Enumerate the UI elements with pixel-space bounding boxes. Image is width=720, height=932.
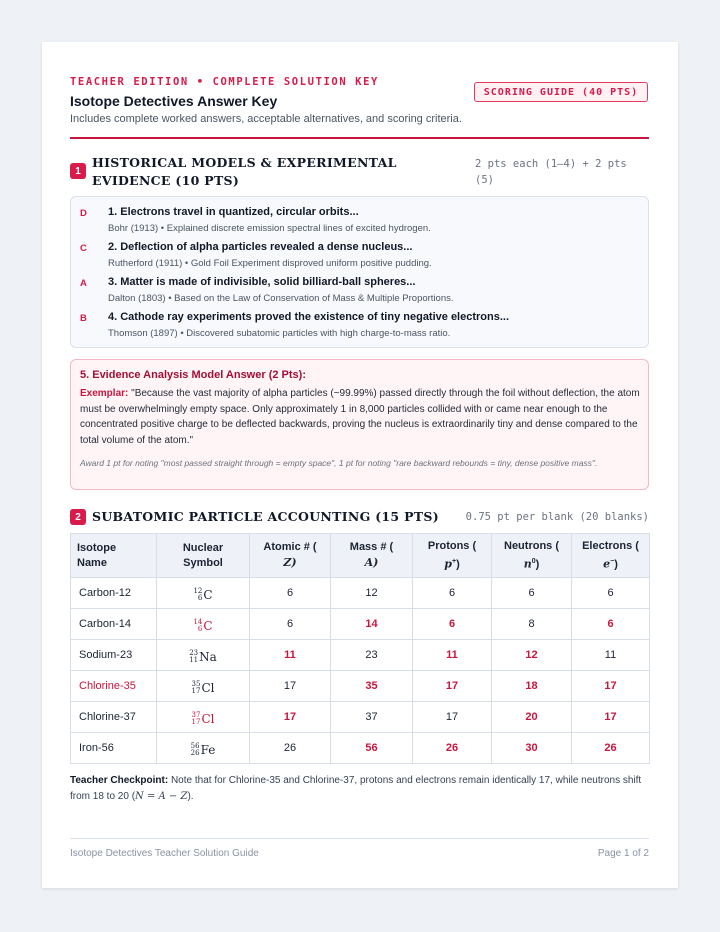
isotope-name: Carbon-14: [71, 609, 157, 640]
answer-explanation: Thomson (1897) • Discovered subatomic particles with high charge-to-mass ratio.: [108, 328, 451, 339]
section-1-points: 2 pts each (1–4) + 2 pts (5): [475, 158, 627, 186]
nuclear-symbol: 56 26 Fe: [157, 733, 250, 764]
protons: 6: [413, 578, 492, 609]
answer-explanation: Dalton (1803) • Based on the Law of Conservation of Mass & Multiple Proportions.: [108, 293, 454, 304]
electrons: 11: [572, 640, 650, 671]
footer-title: Isotope Detectives Teacher Solution Guide: [70, 848, 259, 859]
header-divider: [70, 137, 649, 139]
protons: 17: [413, 671, 492, 702]
electrons: 6: [572, 609, 650, 640]
answer-letter: B: [80, 313, 87, 324]
header-atomic: Atomic # ( Z): [250, 534, 331, 578]
answer-explanation: Bohr (1913) • Explained discrete emission spectral lines of excited hydrogen.: [108, 223, 431, 234]
section-2-badge: 2: [70, 509, 86, 525]
neutrons: 8: [492, 609, 572, 640]
isotope-name: Iron-56: [71, 733, 157, 764]
section-2-title: SUBATOMIC PARTICLE ACCOUNTING (15 PTS): [92, 509, 439, 524]
page-subtitle: Includes complete worked answers, acceptable alternatives, and scoring criteria.: [70, 113, 462, 125]
question-text: 2. Deflection of alpha particles revealed a dense nucleus...: [108, 241, 413, 253]
isotope-name: Sodium-23: [71, 640, 157, 671]
exemplar-heading: 5. Evidence Analysis Model Answer (2 Pts):: [80, 369, 306, 381]
answer-key-page: [42, 42, 678, 888]
table-row: [71, 671, 650, 702]
particle-table: [70, 533, 650, 764]
electrons: 26: [572, 733, 650, 764]
award-criteria: Award 1 pt for noting "most passed straight through = empty space", 1 pt for noting "rare backward rebounds = tiny, dense positive mass".: [80, 458, 598, 468]
nuclear-symbol: 23 11 Na: [157, 640, 250, 671]
header-mass: Mass # ( A): [331, 534, 413, 578]
edition-eyebrow: TEACHER EDITION • COMPLETE SOLUTION KEY: [70, 76, 379, 88]
protons: 11: [413, 640, 492, 671]
neutrons: 6: [492, 578, 572, 609]
scoring-guide-badge: SCORING GUIDE (40 PTS): [474, 82, 648, 102]
neutrons: 18: [492, 671, 572, 702]
header-protons: Protons ( p+): [413, 534, 492, 578]
exemplar-body: [80, 386, 640, 448]
header-electrons: Electrons ( e−): [572, 534, 650, 578]
checkpoint-formula: N = A − Z: [135, 791, 188, 802]
neutrons: 20: [492, 702, 572, 733]
isotope-name: Chlorine-37: [71, 702, 157, 733]
atomic-number: 6: [250, 578, 331, 609]
atomic-number: 6: [250, 609, 331, 640]
question-text: 3. Matter is made of indivisible, solid billiard-ball spheres...: [108, 276, 416, 288]
table-header-row: [71, 534, 650, 578]
nuclear-symbol: 37 17 Cl: [157, 702, 250, 733]
answer-letter: A: [80, 278, 87, 289]
checkpoint-text: Note that for Chlorine-35 and Chlorine-37, protons and electrons remain identically 17, while neutrons shift from 18 to 20 (: [70, 775, 642, 802]
checkpoint-end: ).: [187, 791, 194, 802]
neutrons: 30: [492, 733, 572, 764]
protons: 17: [413, 702, 492, 733]
nuclear-symbol: 14 6 C: [157, 609, 250, 640]
exemplar-answer-box: [70, 359, 649, 490]
neutrons: 12: [492, 640, 572, 671]
table-row: [71, 609, 650, 640]
electrons: 17: [572, 702, 650, 733]
section-2-points: 0.75 pt per blank (20 blanks): [465, 511, 649, 523]
question-text: 1. Electrons travel in quantized, circular orbits...: [108, 206, 359, 218]
answer-letter: C: [80, 243, 87, 254]
page-title: Isotope Detectives Answer Key: [70, 93, 278, 109]
section-1-badge: 1: [70, 163, 86, 179]
atomic-number: 17: [250, 671, 331, 702]
atomic-number: 17: [250, 702, 331, 733]
nuclear-symbol: 12 6 C: [157, 578, 250, 609]
table-row: [71, 702, 650, 733]
mass-number: 35: [331, 671, 413, 702]
table-row: [71, 733, 650, 764]
table-row: [71, 578, 650, 609]
teacher-checkpoint: [70, 773, 649, 805]
header-isotope: Isotope Name: [71, 534, 157, 578]
nuclear-symbol: 35 17 Cl: [157, 671, 250, 702]
section-1-title: HISTORICAL MODELS & EXPERIMENTAL EVIDENCE (10 PTS): [92, 155, 397, 188]
multiple-choice-answers: [70, 196, 649, 348]
isotope-name: Carbon-12: [71, 578, 157, 609]
checkpoint-label: Teacher Checkpoint:: [70, 775, 169, 786]
page-number: Page 1 of 2: [597, 848, 649, 859]
protons: 6: [413, 609, 492, 640]
exemplar-text: "Because the vast majority of alpha particles (~99.99%) passed directly through the foil without deflection, the atom must be overwhelmingly empty space. Only approximately 1 in 8,000 particles collided with or came near enough to the concentrated positive charge to be deflected backwards, proving the nucleus is extraordinarily tiny and dense compared to the total volume of the atom.": [80, 388, 640, 446]
mass-number: 56: [331, 733, 413, 764]
atomic-number: 11: [250, 640, 331, 671]
isotope-name: Chlorine-35: [71, 671, 157, 702]
answer-letter: D: [80, 208, 87, 219]
atomic-number: 26: [250, 733, 331, 764]
electrons: 17: [572, 671, 650, 702]
question-text: 4. Cathode ray experiments proved the existence of tiny negative electrons...: [108, 311, 510, 323]
electrons: 6: [572, 578, 650, 609]
mass-number: 23: [331, 640, 413, 671]
footer-divider: [70, 838, 649, 839]
protons: 26: [413, 733, 492, 764]
mass-number: 12: [331, 578, 413, 609]
answer-explanation: Rutherford (1911) • Gold Foil Experiment disproved uniform positive pudding.: [108, 258, 432, 269]
table-row: [71, 640, 650, 671]
mass-number: 14: [331, 609, 413, 640]
exemplar-label: Exemplar:: [80, 388, 129, 399]
mass-number: 37: [331, 702, 413, 733]
header-symbol: Nuclear Symbol: [157, 534, 250, 578]
header-neutrons: Neutrons ( $n^0$): [492, 534, 572, 578]
